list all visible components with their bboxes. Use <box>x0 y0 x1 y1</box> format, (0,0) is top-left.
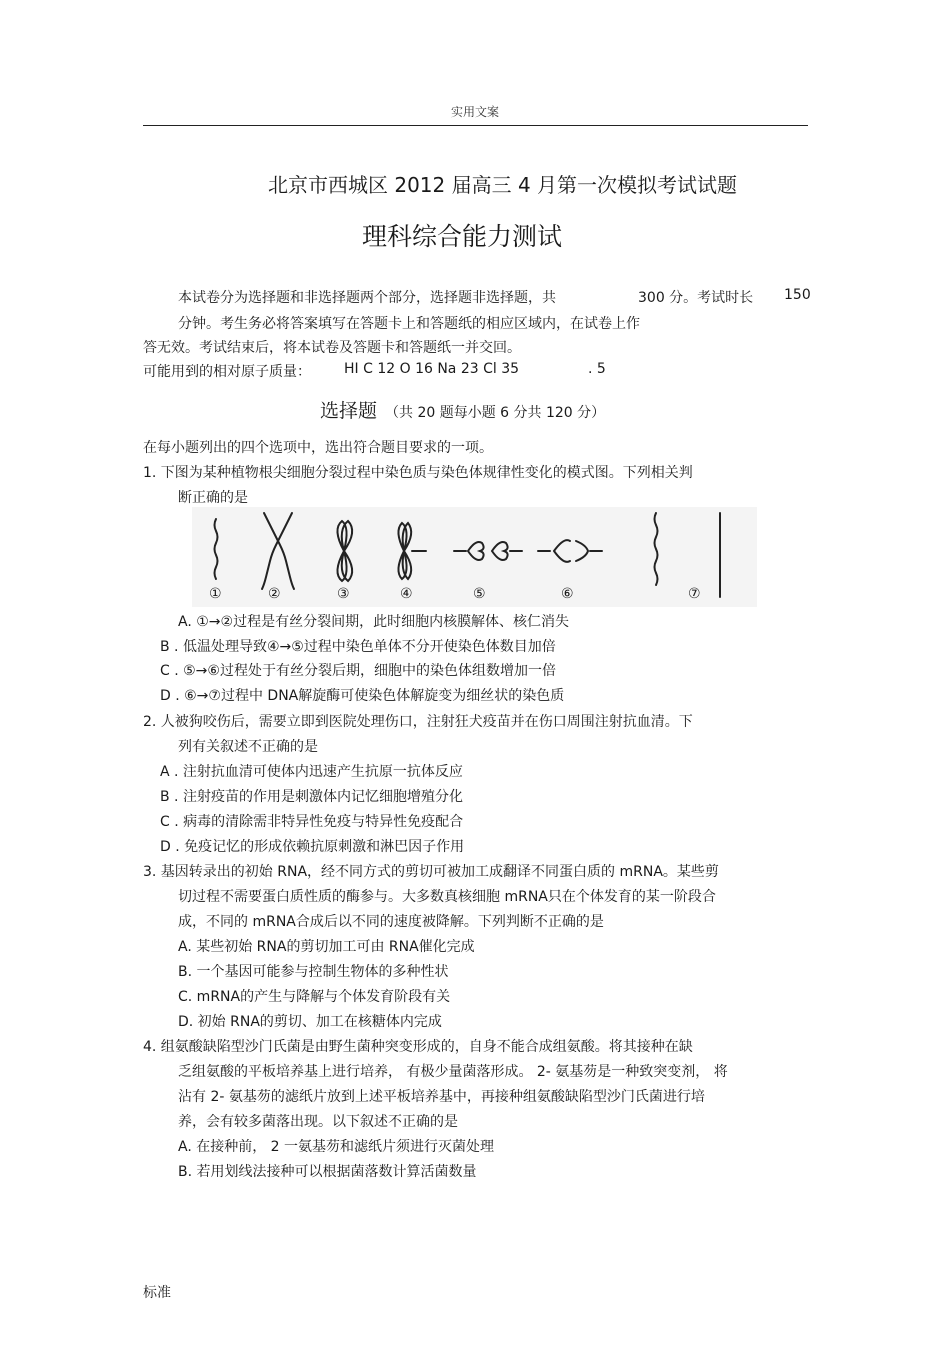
section-heading <box>320 396 605 423</box>
intro-line1b: 300 分。考试时长 <box>638 290 754 306</box>
figure-label-1: ① <box>209 586 222 602</box>
figure-label-4: ④ <box>400 586 413 602</box>
q4-option-b: B. 若用划线法接种可以根据菌落数计算活菌数量 <box>178 1164 477 1180</box>
q3-stem-line3: 成，不同的 mRNA合成后以不同的速度被降解。下列判断不正确的是 <box>178 914 604 930</box>
intro-line3: 答无效。考试结束后，将本试卷及答题卡和答题纸一并交回。 <box>143 340 521 356</box>
figure-label-7: ⑦ <box>688 586 701 602</box>
q1-stem-line1: 1. 下图为某种植物根尖细胞分裂过程中染色质与染色体规律性变化的模式图。下列相关判 <box>143 465 693 481</box>
q2-stem-line1: 2. 人被狗咬伤后，需要立即到医院处理伤口，注射狂犬疫苗并在伤口周围注射抗血清。下 <box>143 714 693 730</box>
q1-option-a: A. ①→②过程是有丝分裂间期，此时细胞内核膜解体、核仁消失 <box>178 614 570 630</box>
q3-stem-line1: 3. 基因转录出的初始 RNA，经不同方式的剪切可被加工成翻译不同蛋白质的 mRNA。某些剪 <box>143 864 719 880</box>
q3-option-b: B. 一个基因可能参与控制生物体的多种性状 <box>178 964 449 980</box>
q4-stem-line2: 乏组氨酸的平板培养基上进行培养， 有极少量菌落形成。 2- 氨基芴是一种致突变剂， 将 <box>178 1064 728 1080</box>
q1-option-b: B . 低温处理导致④→⑤过程中染色单体不分开使染色体数目加倍 <box>160 639 556 655</box>
exam-subtitle: 理科综合能力测试 <box>362 222 563 251</box>
q3-option-a: A. 某些初始 RNA的剪切加工可由 RNA催化完成 <box>178 939 475 955</box>
q2-option-d: D . 免疫记忆的形成依赖抗原刺激和淋巴因子作用 <box>160 839 465 855</box>
page-header: 实用文案 <box>450 105 499 119</box>
q4-stem-line1: 4. 组氨酸缺陷型沙门氏菌是由野生菌种突变形成的，自身不能合成组氨酸。将其接种在缺 <box>143 1039 693 1055</box>
q1-stem-line2: 断正确的是 <box>178 490 248 506</box>
figure-label-2: ② <box>268 586 281 602</box>
intro-line4c: . 5 <box>588 361 606 377</box>
q2-option-a: A . 注射抗血清可使体内迅速产生抗原一抗体反应 <box>160 764 463 780</box>
exam-title: 北京市西城区 2012 届高三 4 月第一次模拟考试试题 <box>268 173 738 197</box>
header-rule <box>143 125 808 126</box>
q4-option-a: A. 在接种前， 2 一氨基芴和滤纸片须进行灭菌处理 <box>178 1139 495 1155</box>
q2-option-b: B . 注射疫苗的作用是刺激体内记忆细胞增殖分化 <box>160 789 463 805</box>
intro-line4a: 可能用到的相对原子质量： <box>143 364 311 380</box>
q3-stem-line2: 切过程不需要蛋白质性质的酶参与。大多数真核细胞 mRNA只在个体发育的某一阶段合 <box>178 889 716 905</box>
q3-option-d: D. 初始 RNA的剪切、加工在核糖体内完成 <box>178 1014 442 1030</box>
q3-option-c: C. mRNA的产生与降解与个体发育阶段有关 <box>178 989 451 1005</box>
instruction: 在每小题列出的四个选项中，选出符合题目要求的一项。 <box>143 440 493 456</box>
q4-stem-line4: 养，会有较多菌落出现。以下叙述不正确的是 <box>178 1114 458 1130</box>
q1-option-c: C . ⑤→⑥过程处于有丝分裂后期，细胞中的染色体组数增加一倍 <box>160 663 556 679</box>
page-footer: 标准 <box>143 1285 171 1301</box>
figure-label-3: ③ <box>337 586 350 602</box>
q4-stem-line3: 沾有 2- 氨基芴的滤纸片放到上述平板培养基中，再接种组氨酸缺陷型沙门氏菌进行培 <box>178 1089 705 1105</box>
section-title: 选择题 <box>320 400 378 422</box>
intro-line1a: 本试卷分为选择题和非选择题两个部分，选择题非选择题，共 <box>178 290 556 306</box>
section-note: （共 20 题每小题 6 分共 120 分） <box>385 405 606 421</box>
q1-option-d: D . ⑥→⑦过程中 DNA解旋酶可使染色体解旋变为细丝状的染色质 <box>160 688 565 704</box>
figure-label-5: ⑤ <box>473 586 486 602</box>
intro-line4b: HI C 12 O 16 Na 23 Cl 35 <box>344 361 520 377</box>
q2-stem-line2: 列有关叙述不正确的是 <box>178 739 318 755</box>
q2-option-c: C . 病毒的清除需非特异性免疫与特异性免疫配合 <box>160 814 464 830</box>
intro-line1c: 150 <box>784 287 811 303</box>
intro-line2: 分钟。考生务必将答案填写在答题卡上和答题纸的相应区域内，在试卷上作 <box>178 316 640 332</box>
figure-label-6: ⑥ <box>561 586 574 602</box>
